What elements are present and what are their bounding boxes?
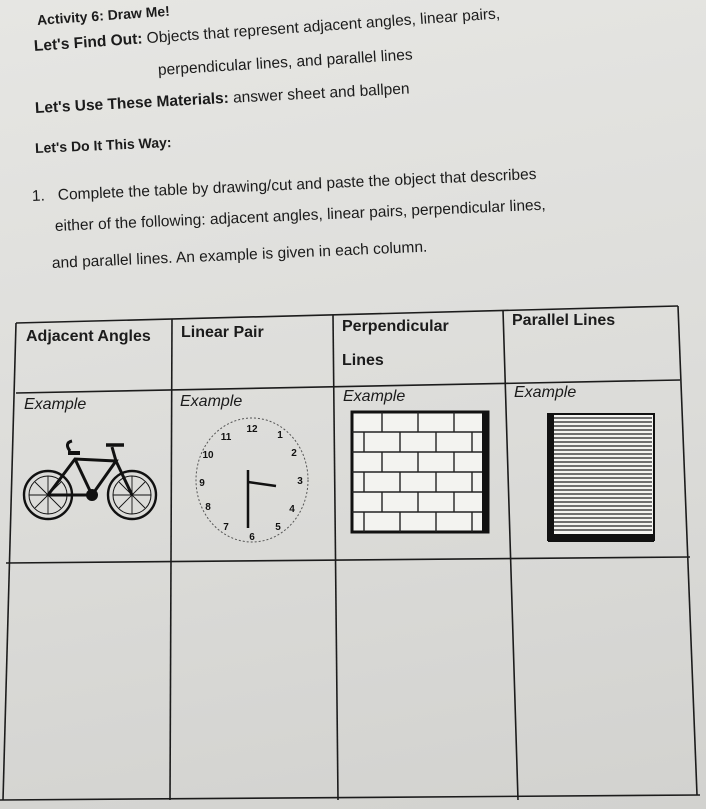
brick-wall-icon xyxy=(348,408,494,536)
find-out-text-2: perpendicular lines, and parallel lines xyxy=(157,46,414,79)
clock-number-4: 4 xyxy=(289,504,295,515)
example-label-linear: Example xyxy=(180,393,243,410)
header-perpendicular-lines: Lines xyxy=(342,352,384,369)
clock-number-1: 1 xyxy=(277,430,283,441)
clock-number-9: 9 xyxy=(199,478,205,489)
clock-number-11: 11 xyxy=(220,432,232,443)
instruction-line-2: either of the following: adjacent angles, linear pairs, perpendicular lines, xyxy=(54,196,547,235)
clock-number-12: 12 xyxy=(246,424,258,435)
clock-number-5: 5 xyxy=(275,522,281,533)
find-out-label: Let's Find Out: xyxy=(33,30,144,55)
materials-text: answer sheet and ballpen xyxy=(232,80,410,107)
header-parallel-lines: Parallel Lines xyxy=(512,312,616,329)
header-linear-pair: Linear Pair xyxy=(181,324,264,341)
clock-number-8: 8 xyxy=(205,502,211,513)
clock-number-6: 6 xyxy=(249,532,255,543)
window-blinds-icon xyxy=(540,408,662,548)
materials-label: Let's Use These Materials: xyxy=(34,89,230,117)
header-adjacent-angles: Adjacent Angles xyxy=(26,328,151,345)
do-it-label: Let's Do It This Way: xyxy=(34,134,172,156)
activity-title: Activity 6: Draw Me! xyxy=(36,2,171,28)
clock-icon xyxy=(190,412,314,548)
instruction-number: 1. xyxy=(31,187,46,205)
instruction-text-1: Complete the table by drawing/cut and paste the object that describes xyxy=(57,165,537,204)
example-label-parallel: Example xyxy=(514,384,577,401)
clock-number-10: 10 xyxy=(202,450,214,461)
find-out-text-1: Objects that represent adjacent angles, linear pairs, xyxy=(146,5,501,48)
instruction-line-3: and parallel lines. An example is given in each column. xyxy=(51,238,428,272)
example-label-perpendicular: Example xyxy=(343,388,406,405)
clock-number-2: 2 xyxy=(291,448,297,459)
bicycle-icon xyxy=(20,425,162,525)
clock-number-3: 3 xyxy=(297,476,303,487)
example-label-adjacent: Example xyxy=(24,396,87,413)
clock-number-7: 7 xyxy=(223,522,229,533)
header-perpendicular: Perpendicular xyxy=(342,318,449,335)
